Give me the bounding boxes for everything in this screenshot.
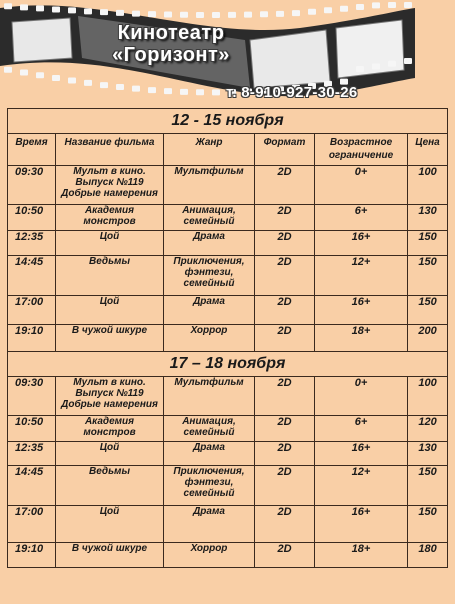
price: 200	[408, 325, 448, 352]
format: 2D	[255, 296, 315, 325]
showtime-row	[8, 506, 448, 543]
date-range: 12 - 15 ноября	[8, 109, 448, 134]
genre: Драма	[164, 296, 255, 325]
sprocket-hole	[372, 63, 380, 69]
sprocket-hole	[100, 9, 108, 15]
phone-number: т. 8-910-927-30-26	[226, 84, 358, 101]
film-title: Ведьмы	[56, 256, 164, 296]
sprocket-hole	[388, 2, 396, 8]
age-rating: 0+	[315, 377, 408, 416]
format: 2D	[255, 325, 315, 352]
age-rating: 16+	[315, 231, 408, 256]
price: 150	[408, 231, 448, 256]
column-header: Время	[8, 134, 56, 166]
price: 180	[408, 543, 448, 568]
format: 2D	[255, 543, 315, 568]
sprocket-hole	[20, 4, 28, 10]
sprocket-hole	[340, 6, 348, 12]
showtime-row	[8, 166, 448, 205]
film-title: В чужой шкуре	[56, 325, 164, 352]
column-header: Возрастное ограничение	[315, 134, 408, 166]
sprocket-hole	[180, 12, 188, 18]
showtime-row	[8, 296, 448, 325]
genre: Хоррор	[164, 325, 255, 352]
sprocket-hole	[212, 89, 220, 95]
sprocket-hole	[4, 3, 12, 9]
age-rating: 16+	[315, 442, 408, 466]
sprocket-hole	[68, 78, 76, 84]
sprocket-hole	[36, 5, 44, 11]
sprocket-hole	[52, 75, 60, 81]
price: 120	[408, 416, 448, 442]
age-rating: 6+	[315, 416, 408, 442]
schedule-table	[7, 108, 448, 568]
showtime: 19:10	[8, 543, 56, 568]
sprocket-hole	[84, 8, 92, 14]
age-rating: 16+	[315, 296, 408, 325]
sprocket-hole	[388, 61, 396, 67]
age-rating: 12+	[315, 466, 408, 506]
showtime-row	[8, 256, 448, 296]
showtime-row	[8, 325, 448, 352]
showtime: 09:30	[8, 166, 56, 205]
sprocket-hole	[164, 88, 172, 94]
sprocket-hole	[244, 12, 252, 18]
cinema-title	[96, 22, 246, 66]
showtime: 17:00	[8, 506, 56, 543]
genre: Драма	[164, 506, 255, 543]
sprocket-hole	[356, 66, 364, 72]
date-range: 17 – 18 ноября	[8, 352, 448, 377]
showtime: 09:30	[8, 377, 56, 416]
sprocket-hole	[404, 58, 412, 64]
price: 150	[408, 296, 448, 325]
sprocket-hole	[292, 10, 300, 16]
format: 2D	[255, 466, 315, 506]
sprocket-hole	[324, 7, 332, 13]
showtime: 12:35	[8, 442, 56, 466]
age-rating: 18+	[315, 325, 408, 352]
film-title: Ведьмы	[56, 466, 164, 506]
sprocket-hole	[132, 11, 140, 17]
price: 130	[408, 442, 448, 466]
format: 2D	[255, 205, 315, 231]
genre: Драма	[164, 442, 255, 466]
sprocket-hole	[196, 12, 204, 18]
cinema-title-line1: Кинотеатр	[117, 22, 225, 44]
price: 150	[408, 466, 448, 506]
format: 2D	[255, 231, 315, 256]
format: 2D	[255, 377, 315, 416]
film-title: Академия монстров	[56, 205, 164, 231]
header	[0, 0, 455, 106]
film-title: Цой	[56, 296, 164, 325]
genre: Приключения, фэнтези, семейный	[164, 256, 255, 296]
age-rating: 6+	[315, 205, 408, 231]
sprocket-hole	[180, 89, 188, 95]
sprocket-hole	[100, 82, 108, 88]
showtime: 14:45	[8, 466, 56, 506]
sprocket-hole	[116, 84, 124, 90]
sprocket-hole	[68, 7, 76, 13]
age-rating: 12+	[315, 256, 408, 296]
sprocket-hole	[372, 2, 380, 8]
age-rating: 0+	[315, 166, 408, 205]
age-rating: 18+	[315, 543, 408, 568]
showtime-row	[8, 466, 448, 506]
film-title: Цой	[56, 506, 164, 543]
showtime-row	[8, 416, 448, 442]
column-header: Жанр	[164, 134, 255, 166]
genre: Анимация, семейный	[164, 205, 255, 231]
sprocket-hole	[260, 11, 268, 17]
showtime: 14:45	[8, 256, 56, 296]
sprocket-hole	[4, 67, 12, 73]
format: 2D	[255, 166, 315, 205]
showtime-row	[8, 543, 448, 568]
column-header: Цена	[408, 134, 448, 166]
format: 2D	[255, 256, 315, 296]
price: 150	[408, 506, 448, 543]
genre: Драма	[164, 231, 255, 256]
film-title: Мульт в кино. Выпуск №119 Добрые намерения	[56, 377, 164, 416]
film-title: В чужой шкуре	[56, 543, 164, 568]
showtime-row	[8, 442, 448, 466]
price: 150	[408, 256, 448, 296]
sprocket-hole	[164, 12, 172, 18]
price: 100	[408, 377, 448, 416]
showtime: 12:35	[8, 231, 56, 256]
showtime: 10:50	[8, 205, 56, 231]
sprocket-hole	[148, 11, 156, 17]
film-title: Академия монстров	[56, 416, 164, 442]
sprocket-hole	[132, 86, 140, 92]
genre: Мультфильм	[164, 377, 255, 416]
genre: Мультфильм	[164, 166, 255, 205]
date-range-row	[8, 109, 448, 134]
sprocket-hole	[276, 11, 284, 17]
sprocket-hole	[36, 72, 44, 78]
price: 130	[408, 205, 448, 231]
sprocket-hole	[84, 80, 92, 86]
format: 2D	[255, 506, 315, 543]
film-title: Цой	[56, 231, 164, 256]
sprocket-hole	[116, 10, 124, 16]
date-range-row	[8, 352, 448, 377]
sprocket-hole	[20, 70, 28, 76]
film-title: Цой	[56, 442, 164, 466]
price: 100	[408, 166, 448, 205]
age-rating: 16+	[315, 506, 408, 543]
column-header: Название фильма	[56, 134, 164, 166]
sprocket-hole	[228, 12, 236, 18]
showtime-row	[8, 377, 448, 416]
sprocket-hole	[308, 9, 316, 15]
sprocket-hole	[148, 87, 156, 93]
showtime: 10:50	[8, 416, 56, 442]
format: 2D	[255, 416, 315, 442]
film-title: Мульт в кино. Выпуск №119 Добрые намерения	[56, 166, 164, 205]
sprocket-hole	[52, 6, 60, 12]
showtime: 19:10	[8, 325, 56, 352]
sprocket-hole	[356, 4, 364, 10]
genre: Хоррор	[164, 543, 255, 568]
sprocket-hole	[212, 12, 220, 18]
showtime-row	[8, 231, 448, 256]
showtime: 17:00	[8, 296, 56, 325]
genre: Приключения, фэнтези, семейный	[164, 466, 255, 506]
format: 2D	[255, 442, 315, 466]
sprocket-hole	[196, 89, 204, 95]
sprocket-hole	[404, 2, 412, 8]
column-header: Формат	[255, 134, 315, 166]
genre: Анимация, семейный	[164, 416, 255, 442]
cinema-title-line2: «Горизонт»	[112, 44, 230, 66]
showtime-row	[8, 205, 448, 231]
column-header-row	[8, 134, 448, 166]
